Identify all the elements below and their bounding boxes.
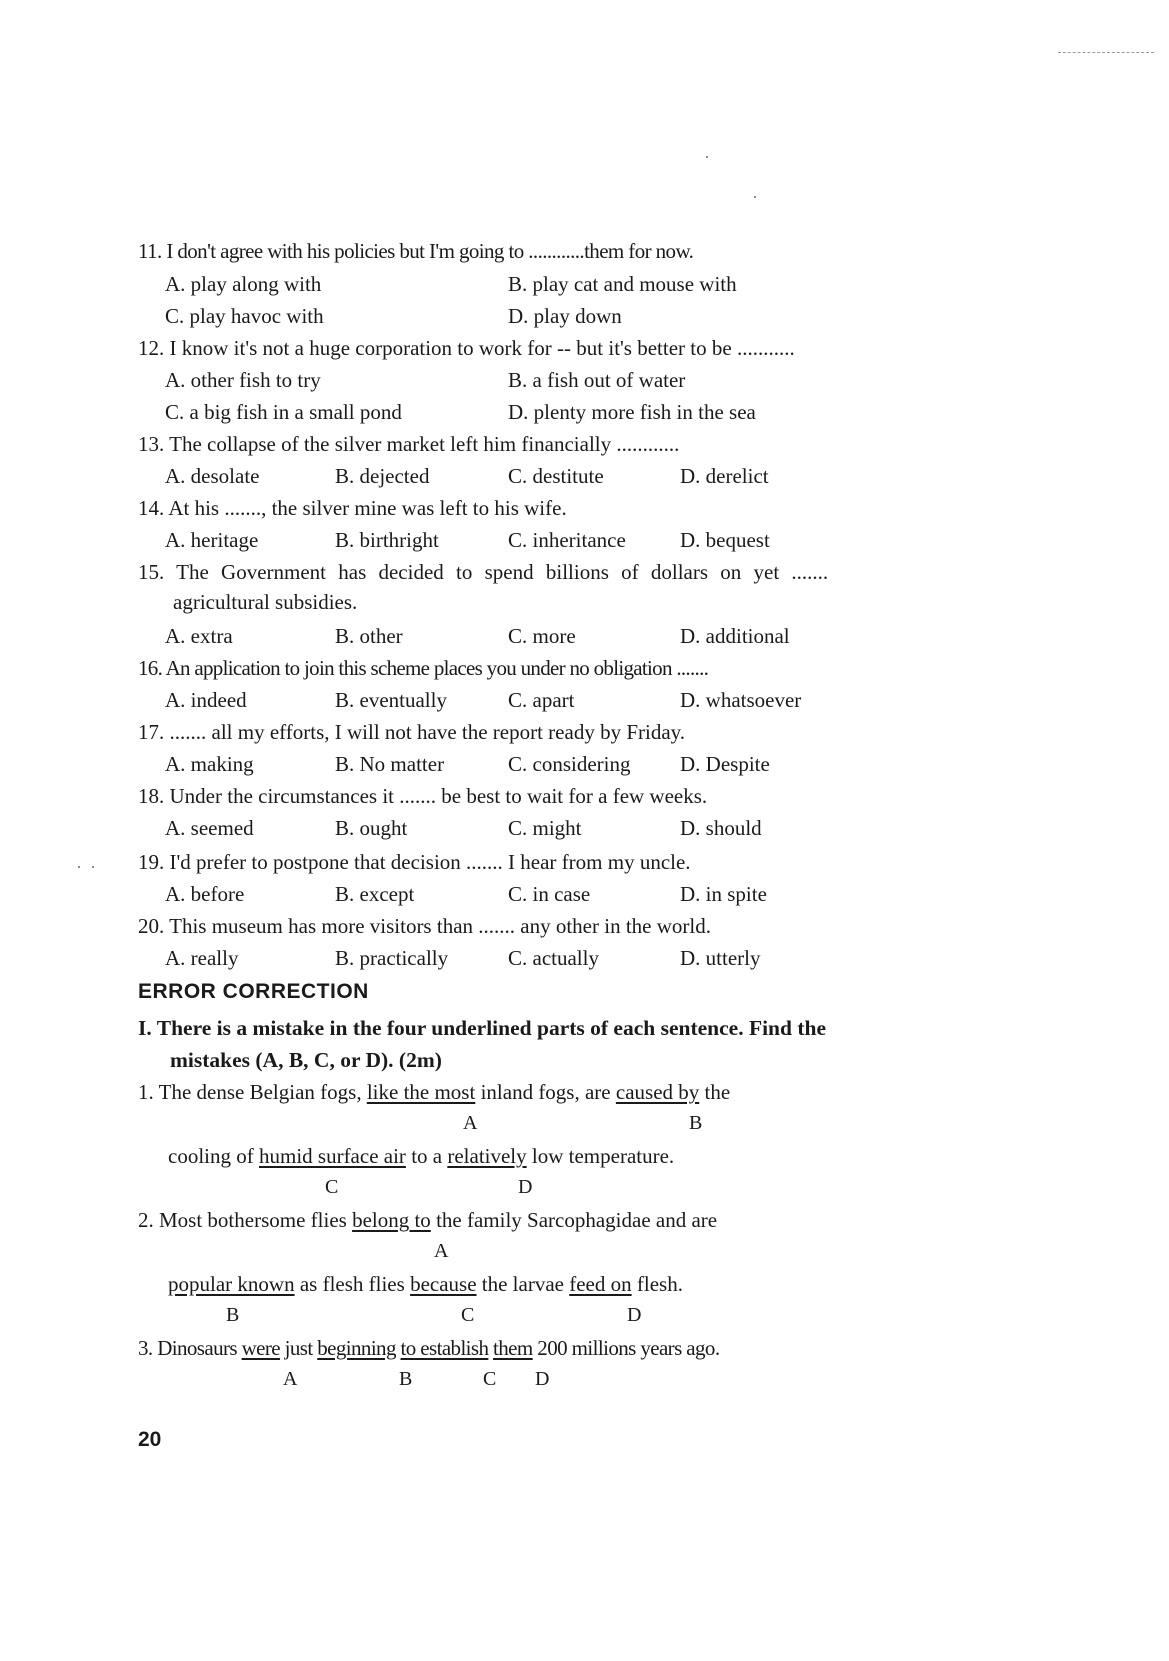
scan-speck (754, 196, 756, 198)
option-c[interactable]: C. play havoc with (165, 304, 324, 328)
choice-letter-d: D (518, 1176, 533, 1198)
option-b[interactable]: B. play cat and mouse with (508, 272, 737, 296)
scan-speck (706, 156, 708, 158)
underlined-part-d[interactable]: them (493, 1336, 533, 1360)
question-stem: This museum has more visitors than ....... any other in the world. (169, 914, 711, 938)
question-number: 19. (138, 850, 165, 874)
option-a[interactable]: A. desolate (165, 464, 260, 488)
underlined-part-c[interactable]: because (410, 1272, 477, 1296)
question-20 (138, 913, 711, 939)
underlined-part-c[interactable]: humid surface air (258, 1144, 406, 1168)
question-18 (138, 783, 707, 809)
option-b[interactable]: B. practically (335, 946, 449, 970)
option-a[interactable]: A. indeed (165, 688, 247, 712)
option-c[interactable]: C. might (508, 816, 582, 840)
option-d[interactable]: D. should (680, 816, 762, 840)
question-17 (138, 719, 685, 745)
option-d[interactable]: D. additional (680, 624, 790, 648)
error-sentence-2-line-1 (138, 1207, 717, 1233)
option-d[interactable]: D. plenty more fish in the sea (508, 400, 756, 424)
section-heading: ERROR CORRECTION (138, 980, 369, 1003)
question-stem: I don't agree with his policies but I'm going to ............them for now. (166, 239, 694, 263)
choice-letter-b: B (689, 1112, 703, 1134)
option-c[interactable]: C. destitute (508, 464, 604, 488)
option-d[interactable]: D. bequest (680, 528, 770, 552)
choice-letter-b: B (226, 1304, 240, 1326)
question-number: 12. (138, 336, 165, 360)
underlined-part-c[interactable]: to establish (400, 1336, 489, 1360)
question-number: 16. (138, 656, 163, 680)
top-right-rule (1058, 52, 1154, 53)
question-12 (138, 335, 795, 361)
page-number: 20 (138, 1428, 162, 1451)
question-stem: Under the circumstances it ....... be best to wait for a few weeks. (169, 784, 708, 808)
question-stem: The collapse of the silver market left him financially ............ (169, 432, 680, 456)
question-number: 15. (138, 560, 165, 584)
underlined-part-d[interactable]: feed on (569, 1272, 632, 1296)
option-d[interactable]: D. play down (508, 304, 622, 328)
sentence-text: 1. The dense Belgian fogs, (138, 1080, 367, 1104)
option-a[interactable]: A. seemed (165, 816, 254, 840)
option-d[interactable]: D. in spite (680, 882, 767, 906)
option-d[interactable]: D. whatsoever (680, 688, 802, 712)
question-number: 17. (138, 720, 165, 744)
choice-letter-b: B (399, 1368, 413, 1390)
option-b[interactable]: B. ought (335, 816, 408, 840)
option-c[interactable]: C. apart (508, 688, 575, 712)
choice-letter-d: D (535, 1368, 550, 1390)
option-b[interactable]: B. a fish out of water (508, 368, 686, 392)
choice-letter-c: C (325, 1176, 339, 1198)
option-a[interactable]: A. making (165, 752, 254, 776)
question-14 (138, 495, 567, 521)
option-b[interactable]: B. dejected (335, 464, 430, 488)
option-c[interactable]: C. in case (508, 882, 591, 906)
sentence-text: just (280, 1336, 318, 1360)
option-d[interactable]: D. derelict (680, 464, 769, 488)
question-stem: ....... all my efforts, I will not have the report ready by Friday. (169, 720, 686, 744)
option-b[interactable]: B. No matter (335, 752, 445, 776)
choice-letter-a: A (283, 1368, 298, 1390)
error-sentence-3-line-1 (138, 1335, 719, 1361)
sentence-text: to a (405, 1144, 448, 1168)
question-16 (138, 655, 708, 681)
underlined-part-a[interactable]: belong to (352, 1208, 431, 1232)
question-15-continuation: agricultural subsidies. (173, 590, 358, 614)
question-15 (138, 559, 828, 585)
sentence-text: flesh. (631, 1272, 683, 1296)
scan-speck (78, 866, 80, 868)
error-sentence-1-line-2 (168, 1143, 674, 1169)
question-stem: The Government has decided to spend billions of dollars on yet ....... (176, 560, 829, 584)
instruction-line-1: I. There is a mistake in the four underlined parts of each sentence. Find the (138, 1016, 827, 1040)
option-a[interactable]: A. heritage (165, 528, 259, 552)
question-19 (138, 849, 691, 875)
error-sentence-1-line-1 (138, 1079, 730, 1105)
option-d[interactable]: D. Despite (680, 752, 770, 776)
question-stem: I'd prefer to postpone that decision ....... I hear from my uncle. (169, 850, 691, 874)
sentence-text: 200 millions years ago. (532, 1336, 720, 1360)
option-a[interactable]: A. before (165, 882, 245, 906)
option-a[interactable]: A. play along with (165, 272, 322, 296)
option-a[interactable]: A. extra (165, 624, 233, 648)
option-d[interactable]: D. utterly (680, 946, 761, 970)
question-11 (138, 238, 693, 264)
sentence-text: the (699, 1080, 731, 1104)
question-13 (138, 431, 679, 457)
choice-letter-c: C (483, 1368, 497, 1390)
question-number: 13. (138, 432, 165, 456)
option-a[interactable]: A. really (165, 946, 239, 970)
scan-speck (92, 866, 94, 868)
option-b[interactable]: B. birthright (335, 528, 439, 552)
underlined-part-b[interactable]: caused by (615, 1080, 700, 1104)
option-c[interactable]: C. a big fish in a small pond (165, 400, 402, 424)
choice-letter-a: A (463, 1112, 478, 1134)
option-a[interactable]: A. other fish to try (165, 368, 321, 392)
underlined-part-b[interactable]: beginning (317, 1336, 396, 1360)
question-stem: An application to join this scheme places you under no obligation ....... (165, 656, 709, 680)
underlined-part-b[interactable]: popular known (168, 1272, 295, 1296)
option-c[interactable]: C. inheritance (508, 528, 626, 552)
sentence-text: 2. Most bothersome flies (138, 1208, 353, 1232)
error-sentence-2-line-2 (168, 1271, 683, 1297)
question-number: 14. (138, 496, 165, 520)
question-stem: At his ......., the silver mine was left to his wife. (168, 496, 567, 520)
underlined-part-d[interactable]: relatively (447, 1144, 527, 1168)
option-b[interactable]: B. other (335, 624, 403, 648)
option-c[interactable]: C. actually (508, 946, 599, 970)
sentence-text: cooling of (168, 1144, 259, 1168)
option-b[interactable]: B. except (335, 882, 415, 906)
underlined-part-a[interactable]: like the most (366, 1080, 476, 1104)
question-number: 11. (138, 239, 162, 263)
option-c[interactable]: C. more (508, 624, 576, 648)
question-stem: I know it's not a huge corporation to work for -- but it's better to be ........... (169, 336, 795, 360)
sentence-text: inland fogs, are (475, 1080, 616, 1104)
choice-letter-a: A (434, 1240, 449, 1262)
underlined-part-a[interactable]: were (241, 1336, 281, 1360)
instruction-line-2: mistakes (A, B, C, or D). (2m) (170, 1048, 442, 1072)
question-number: 20. (138, 914, 165, 938)
sentence-text: 3. Dinosaurs (138, 1336, 242, 1360)
sentence-text: as flesh flies (294, 1272, 411, 1296)
choice-letter-c: C (461, 1304, 475, 1326)
option-b[interactable]: B. eventually (335, 688, 447, 712)
sentence-text: low temperature. (526, 1144, 675, 1168)
choice-letter-d: D (627, 1304, 642, 1326)
sentence-text: the larvae (476, 1272, 570, 1296)
option-c[interactable]: C. considering (508, 752, 631, 776)
sentence-text: the family Sarcophagidae and are (430, 1208, 718, 1232)
question-number: 18. (138, 784, 165, 808)
